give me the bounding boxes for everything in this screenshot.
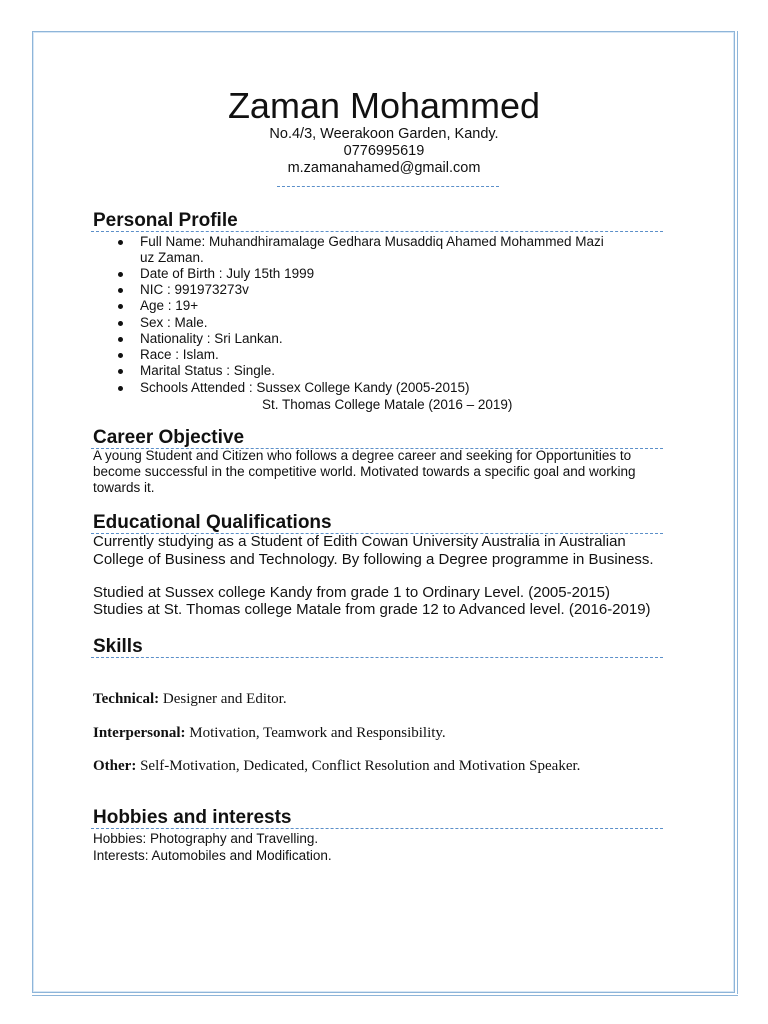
phone-number: 0776995619 <box>343 143 425 159</box>
profile-item-age: Age : 19+ <box>140 298 199 313</box>
bullet-icon <box>118 321 123 326</box>
profile-item-dob: Date of Birth : July 15th 1999 <box>140 266 315 281</box>
profile-item-full-name-cont: uz Zaman. <box>140 250 204 265</box>
section-divider-personal-profile <box>91 231 663 232</box>
career-objective-line: towards it. <box>93 480 155 495</box>
bullet-icon <box>118 304 123 309</box>
email-address: m.zamanahamed@gmail.com <box>287 160 481 176</box>
address: No.4/3, Weerakoon Garden, Kandy. <box>269 126 499 142</box>
hobbies-line: Hobbies: Photography and Travelling. <box>93 831 319 846</box>
header-divider <box>277 186 499 187</box>
profile-item-marital-status: Marital Status : Single. <box>140 363 276 378</box>
profile-item-nic: NIC : 991973273v <box>140 282 249 297</box>
skill-interpersonal <box>93 724 446 742</box>
section-title-skills: Skills <box>93 636 143 657</box>
bullet-icon <box>118 288 123 293</box>
profile-item-full-name: Full Name: Muhandhiramalage Gedhara Musaddiq Ahamed Mohammed Mazi <box>140 234 604 249</box>
bullet-icon <box>118 369 123 374</box>
section-title-education: Educational Qualifications <box>93 512 332 533</box>
bullet-icon <box>118 386 123 391</box>
bullet-icon <box>118 240 123 245</box>
interests-line: Interests: Automobiles and Modification. <box>93 848 332 863</box>
education-line: College of Business and Technology. By following a Degree programme in Business. <box>93 551 654 568</box>
education-line: Studied at Sussex college Kandy from grade 1 to Ordinary Level. (2005-2015) <box>93 584 610 601</box>
section-divider-skills <box>91 657 663 658</box>
skill-other-value: Self-Motivation, Dedicated, Conflict Resolution and Motivation Speaker. <box>136 758 581 774</box>
profile-item-schools: Schools Attended : Sussex College Kandy (2005-2015) <box>140 380 470 395</box>
education-line: Currently studying as a Student of Edith Cowan University Australia in Australian <box>93 533 626 550</box>
section-title-hobbies: Hobbies and interests <box>93 807 292 828</box>
skill-technical <box>93 690 287 708</box>
skill-technical-label: Technical: <box>93 691 160 707</box>
career-objective-line: become successful in the competitive world. Motivated towards a specific goal and working <box>93 464 636 479</box>
profile-item-nationality: Nationality : Sri Lankan. <box>140 331 283 346</box>
profile-item-sex: Sex : Male. <box>140 315 208 330</box>
bullet-icon <box>118 337 123 342</box>
bullet-icon <box>118 353 123 358</box>
candidate-name: Zaman Mohammed <box>227 85 541 126</box>
skill-other-label: Other: <box>93 758 137 774</box>
section-title-career-objective: Career Objective <box>93 427 245 448</box>
skill-technical-value: Designer and Editor. <box>159 691 287 707</box>
bullet-icon <box>118 272 123 277</box>
section-divider-hobbies <box>91 828 663 829</box>
profile-item-race: Race : Islam. <box>140 347 219 362</box>
skill-interpersonal-label: Interpersonal: <box>93 725 186 741</box>
skill-other <box>93 757 580 775</box>
section-title-personal-profile: Personal Profile <box>93 210 238 231</box>
career-objective-line: A young Student and Citizen who follows a degree career and seeking for Opportunities to <box>93 448 632 463</box>
skill-interpersonal-value: Motivation, Teamwork and Responsibility. <box>185 725 446 741</box>
profile-item-schools-cont: St. Thomas College Matale (2016 – 2019) <box>262 397 513 412</box>
education-line: Studies at St. Thomas college Matale from grade 12 to Advanced level. (2016-2019) <box>93 601 651 618</box>
